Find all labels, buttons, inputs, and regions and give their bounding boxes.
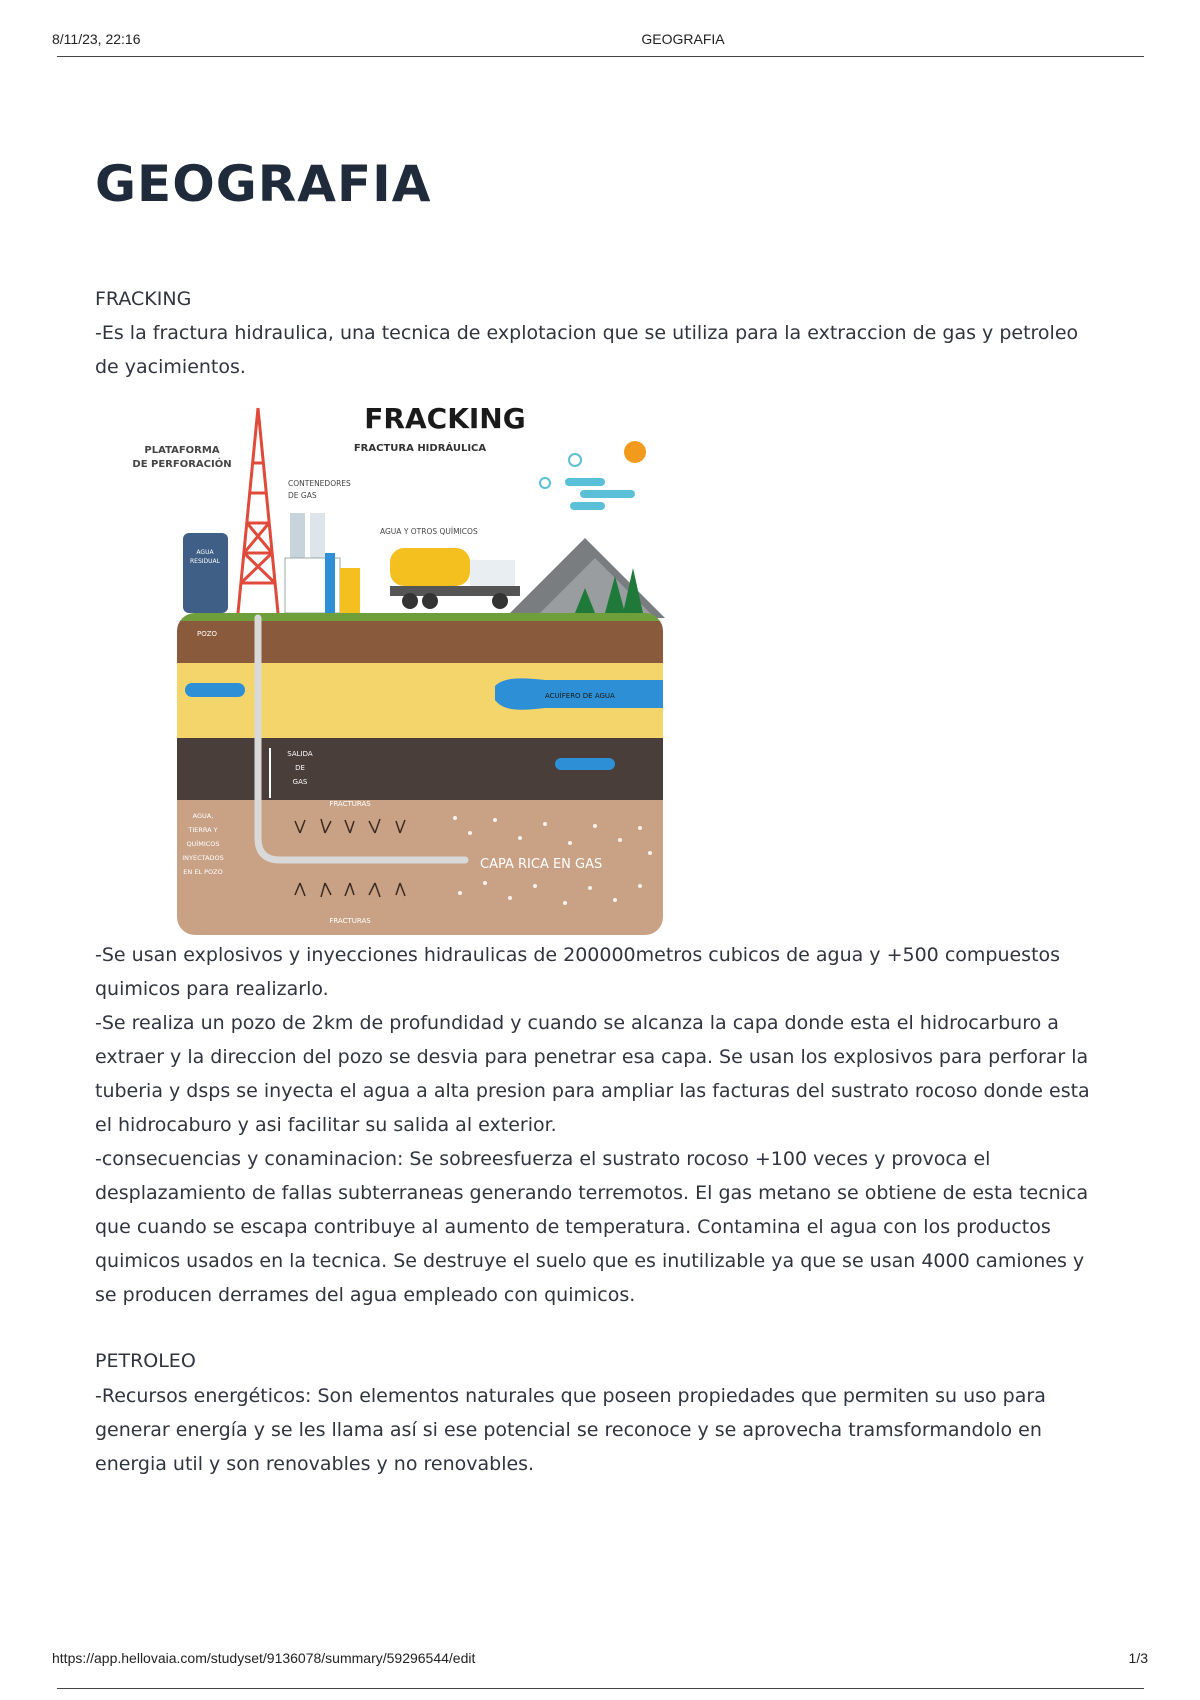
section-heading-petroleo: PETROLEO <box>95 1350 196 1372</box>
fracking-paragraph-2: -Se realiza un pozo de 2km de profundidad y cuando se alcanza la capa donde esta el hidrocarburo a extraer y la direccion del pozo se desvia para penetrar esa capa. Se usan los explosivos para perforar la tuberia y dsps se inyecta el agua a alta presion para ampliar las facturas del sustrato rocoso donde esta el hidrocaburo y asi facilitar su salida al exterior. <box>95 1012 1090 1136</box>
label-platform-line1: PLATAFORMA <box>144 445 220 456</box>
label-waste-line1: AGUA <box>196 549 214 556</box>
label-injected-line5: EN EL POZO <box>183 868 223 876</box>
header-divider <box>57 56 1144 57</box>
page-number: 1/3 <box>1128 1650 1148 1666</box>
fracking-diagram-svg <box>125 388 685 938</box>
fracking-paragraph-1: -Se usan explosivos y inyecciones hidraulicas de 200000metros cubicos de agua y +500 compuestos quimicos para realizarlo. <box>95 944 1061 1000</box>
label-fractures-bottom: FRACTURAS <box>329 917 371 925</box>
label-injected-line3: QUÍMICOS <box>186 840 220 848</box>
label-platform-line2: DE PERFORACIÓN <box>132 459 232 470</box>
sun-icon <box>624 441 646 463</box>
infographic-title: FRACKING <box>364 402 526 435</box>
label-fractures-top: FRACTURAS <box>329 800 371 808</box>
print-url: https://app.hellovaia.com/studyset/9136078/summary/59296544/edit <box>52 1650 476 1666</box>
print-header-title: GEOGRAFIA <box>641 31 725 47</box>
cloud-icon <box>540 454 635 510</box>
label-containers-line2: DE GAS <box>288 491 317 500</box>
label-gas-layer: CAPA RICA EN GAS <box>480 857 603 872</box>
gas-containers <box>285 513 360 613</box>
print-datetime: 8/11/23, 22:16 <box>52 31 141 47</box>
fracking-paragraph-3: -consecuencias y conaminacion: Se sobreesfuerza el sustrato rocoso +100 veces y provoca el desplazamiento de fallas subterraneas generando terremotos. El gas metano se obtiene de esta tecnica que cuando se escapa contribuye al aumento de temperatura. Contamina el agua con los productos quimicos usados en la tecnica. Se destruye el suelo que es inutilizable ya que se usan 4000 camiones y se producen derrames del agua empleado con quimicos. <box>95 1148 1089 1306</box>
waste-water-tank <box>183 533 228 613</box>
label-well: POZO <box>197 630 218 638</box>
label-gas-out-line1: SALIDA <box>287 750 313 758</box>
label-gas-out-line3: GAS <box>292 778 308 786</box>
label-aquifer: ACUÍFERO DE AGUA <box>545 692 615 700</box>
drilling-rig <box>238 408 278 613</box>
infographic-subtitle: FRACTURA HIDRÁULICA <box>353 443 487 454</box>
label-injected-line2: TIERRA Y <box>188 826 218 834</box>
label-injected-line1: AGUA, <box>192 812 214 820</box>
section-heading-fracking: FRACKING <box>95 288 192 310</box>
footer-divider <box>57 1688 1144 1689</box>
truck-icon <box>390 548 520 609</box>
label-gas-out-line2: DE <box>295 764 305 772</box>
fracking-infographic <box>125 388 685 938</box>
label-containers-line1: CONTENEDORES <box>288 479 351 488</box>
fracking-intro: -Es la fractura hidraulica, una tecnica de explotacion que se utiliza para la extraccion de gas y petroleo de yacimientos. <box>95 322 1079 378</box>
label-injected-line4: INYECTADOS <box>182 854 224 862</box>
page-title: GEOGRAFIA <box>95 155 432 213</box>
underground-layers <box>177 613 663 935</box>
label-waste-line2: RESIDUAL <box>190 558 220 565</box>
petroleo-paragraph: -Recursos energéticos: Son elementos naturales que poseen propiedades que permiten su uso para generar energía y se les llama así si ese potencial se reconoce y se aprovecha tramsformandolo en energia util y son renovables y no renovables. <box>95 1385 1046 1475</box>
label-water-chemicals: AGUA Y OTROS QUÍMICOS <box>380 527 478 536</box>
